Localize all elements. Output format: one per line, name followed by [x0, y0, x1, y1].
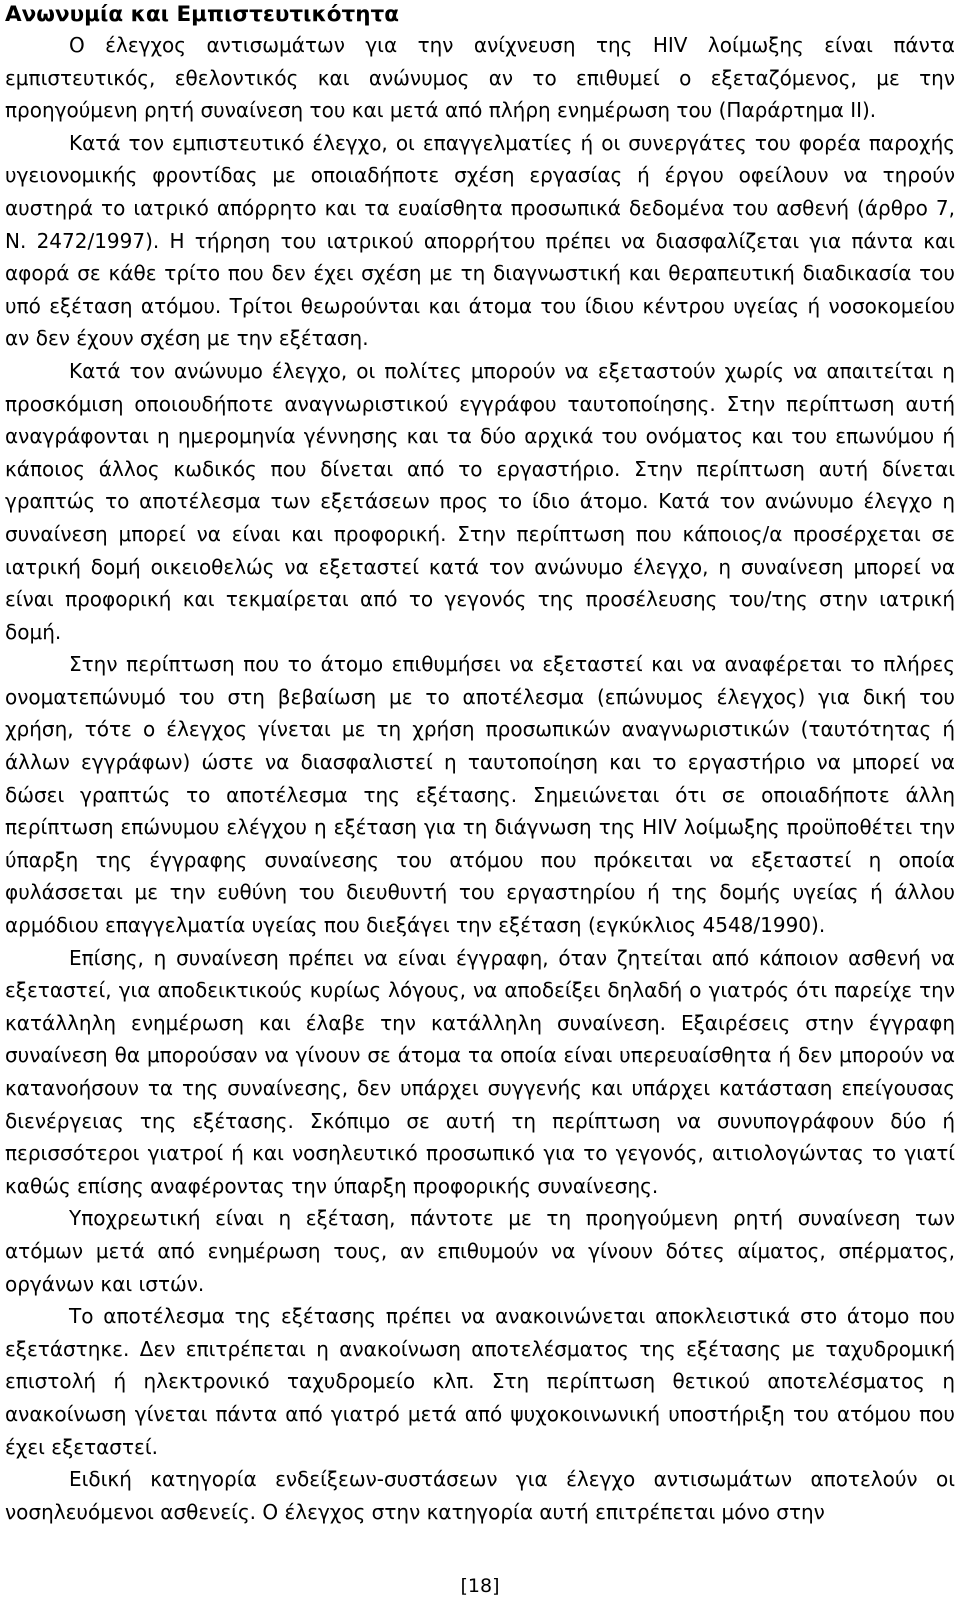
paragraph-written-consent: Επίσης, η συναίνεση πρέπει να είναι έγγραφη, όταν ζητείται από κάποιον ασθενή να εξεταστεί, για αποδεικτικούς κυρίως λόγους, να αποδείξει δηλαδή ο γιατρός ότι παρείχε την κατάλληλη ενημέρωση και έλαβε την κατάλληλη συναίνεση. Εξαιρέσεις στην έγγραφη συναίνεση θα μπορούσαν να γίνουν σε άτομα τα οποία είναι υπερευαίσθητα ή δεν μπορούν να κατανοήσουν τα της συναίνεσης, δεν υπάρχει συγγενής και υπάρχει κατάσταση επείγουσας διενέργειας της εξέτασης. Σκόπιμο σε αυτή τη περίπτωση να συνυπογράφουν δύο ή περισσότεροι γιατροί ή και νοσηλευτικό προσωπικό για το γεγονός, αιτιολογώντας το γιατί καθώς επίσης αναφέροντας την ύπαρξη προφορικής συναίνεσης. — [5, 945, 955, 1198]
document-page — [5, 0, 955, 1528]
paragraph-confidential-control: Κατά τον εμπιστευτικό έλεγχο, οι επαγγελματίες ή οι συνεργάτες του φορέα παροχής υγειονομικής φροντίδας με οποιαδήποτε σχέση εργασίας ή έργου οφείλουν να τηρούν αυστηρά το ιατρικό απόρρητο και τα ευαίσθητα προσωπικά δεδομένα του ασθενή (άρθρο 7, Ν. 2472/1997). Η τήρηση του ιατρικού απορρήτου πρέπει να διασφαλίζεται για πάντα και αφορά σε κάθε τρίτο που δεν έχει σχέση με τη διαγνωστική και θεραπευτική διαδικασία του υπό εξέταση ατόμου. Τρίτοι θεωρούνται και άτομα του ίδιου κέντρου υγείας ή νοσοκομείου αν δεν έχουν σχέση με την εξέταση. — [5, 130, 955, 351]
paragraph-testing-confidential: Ο έλεγχος αντισωμάτων για την ανίχνευση της HIV λοίμωξης είναι πάντα εμπιστευτικός, εθελοντικός και ανώνυμος αν το επιθυμεί ο εξεταζόμενος, με την προηγούμενη ρητή συναίνεση του και μετά από πλήρη ενημέρωση του (Παράρτημα II). — [5, 33, 955, 123]
paragraph-mandatory-testing: Υποχρεωτική είναι η εξέταση, πάντοτε με τη προηγούμενη ρητή συναίνεση των ατόμων μετά από ενημέρωση τους, αν επιθυμούν να γίνουν δότες αίματος, σπέρματος, οργάνων και ιστών. — [5, 1206, 955, 1296]
page-number: [18] — [460, 1575, 500, 1597]
paragraph-result-disclosure: Το αποτέλεσμα της εξέτασης πρέπει να ανακοινώνεται αποκλειστικά στο άτομο που εξετάστηκε. Δεν επιτρέπεται η ανακοίνωση αποτελέσματος της εξέτασης με ταχυδρομική επιστολή ή ηλεκτρονικό ταχυδρομείο κλπ. Στη περίπτωση θετικού αποτελέσματος η ανακοίνωση γίνεται πάντα από γιατρό μετά από ψυχοκοινωνική υποστήριξη του ατόμου που έχει εξεταστεί. — [5, 1304, 955, 1459]
paragraph-anonymous-control: Κατά τον ανώνυμο έλεγχο, οι πολίτες μπορούν να εξεταστούν χωρίς να απαιτείται η προσκόμιση οποιουδήποτε αναγνωριστικού εγγράφου ταυτοποίησης. Στην περίπτωση αυτή αναγράφονται η ημερομηνία γέννησης και τα δύο αρχικά του ονόματος και του επωνύμου ή κάποιος άλλος κωδικός που δίνεται από το εργαστήριο. Στην περίπτωση αυτή δίνεται γραπτώς το αποτέλεσμα των εξετάσεων προς το ίδιο άτομο. Κατά τον ανώνυμο έλεγχο η συναίνεση μπορεί να είναι και προφορική. Στην περίπτωση που κάποιος/α προσέρχεται σε ιατρική δομή οικειοθελώς να εξεταστεί κατά τον ανώνυμο έλεγχο, η συναίνεση μπορεί να είναι προφορική και τεκμαίρεται από το γεγονός της προσέλευσης του/της στην ιατρική δομή. — [5, 358, 955, 644]
section-heading: Ανωνυμία και Εμπιστευτικότητα — [5, 2, 400, 27]
paragraph-hospitalized-patients: Ειδική κατηγορία ενδείξεων-συστάσεων για έλεγχο αντισωμάτων αποτελούν οι νοσηλευόμενοι ασθενείς. Ο έλεγχος στην κατηγορία αυτή επιτρέπεται μόνο στην — [5, 1467, 955, 1524]
paragraph-named-control: Στην περίπτωση που το άτομο επιθυμήσει να εξεταστεί και να αναφέρεται το πλήρες ονοματεπώνυμό του στη βεβαίωση με το αποτέλεσμα (επώνυμος έλεγχος) για δική του χρήση, τότε ο έλεγχος γίνεται με τη χρήση προσωπικών αναγνωριστικών (ταυτότητας ή άλλων εγγράφων) ώστε να διασφαλιστεί η ταυτοποίηση και το εργαστήριο να μπορεί να δώσει γραπτώς το αποτέλεσμα της εξέτασης. Σημειώνεται ότι σε οποιαδήποτε άλλη περίπτωση επώνυμου ελέγχου η εξέταση για τη διάγνωση της HIV λοίμωξης προϋποθέτει την ύπαρξη της έγγραφης συναίνεσης του ατόμου που πρόκειται να εξεταστεί η οποία φυλάσσεται με την ευθύνη του διευθυντή του εργαστηρίου ή της δομής υγείας ή άλλου αρμόδιου επαγγελματία υγείας που διεξάγει την εξέταση (εγκύκλιος 4548/1990). — [5, 652, 955, 938]
